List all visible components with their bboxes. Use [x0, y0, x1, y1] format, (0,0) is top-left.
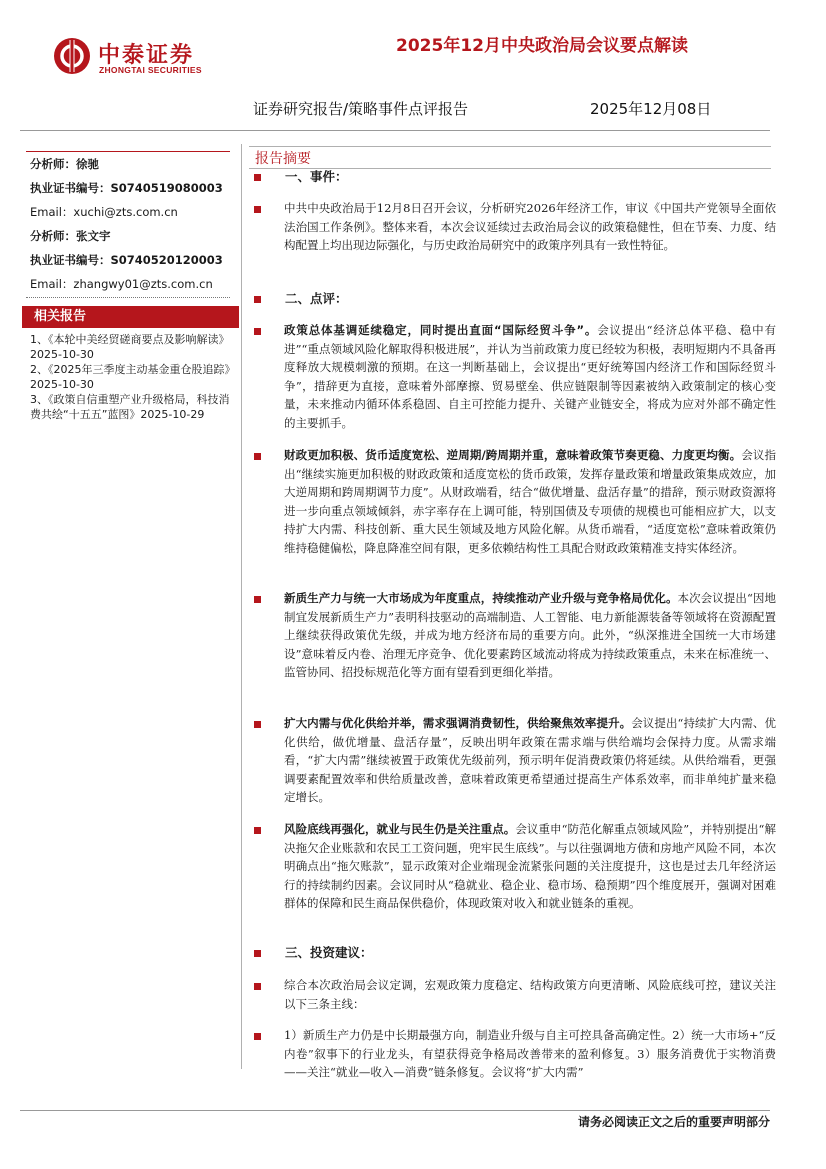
company-logo — [52, 36, 222, 84]
related-reports-heading: 相关报告 — [22, 306, 239, 328]
related-report-item[interactable]: 2、《2025年三季度主动基金重仓股追踪》2025-10-30 — [30, 363, 230, 391]
abstract-label: 报告摘要 — [255, 151, 311, 167]
disclaimer-footer: 请务必阅读正文之后的重要声明部分 — [577, 1115, 770, 1129]
related-report-item[interactable]: 1、《本轮中美经贸磋商要点及影响解读》2025-10-30 — [30, 333, 230, 361]
section-heading: 一、事件： — [285, 169, 348, 184]
paragraph: 扩大内需与优化供给并举，需求强调消费韧性，供给聚焦效率提升。会议提出“持续扩大内需、优化供给，做优增量、盘活存量”，反映出明年政策在需求端与供给端均会保持力度。从需求端看，“扩大内需”继续被置于政策优先级前列，预示明年促消费政策仍将延续。从供给端看，更强调要素配置效率和供给质量改善，意味着政策更希望通过提高生产体系效率，而非单纯扩量来稳定增长。 — [284, 716, 776, 804]
analyst-cert: 执业证书编号：S0740520120003 — [30, 253, 223, 267]
bullet-icon — [254, 206, 261, 213]
bullet-icon — [254, 296, 261, 303]
footer-divider — [20, 1110, 770, 1111]
bullet-icon — [254, 1033, 261, 1040]
paragraph: 风险底线再强化，就业与民生仍是关注重点。会议重申“防范化解重点领域风险”，并特别提出“解决拖欠企业账款和农民工工资问题，兜牢民生底线”。与以往强调地方债和房地产风险不同，本次明确点出“拖欠账款”，显示政策对企业端现金流紧张问题的关注度提升，这也是过去几年经济运行的持续制约因素。会议同时从“稳就业、稳企业、稳市场、稳预期”四个维度展开，强调对困难群体的保障和民生商品保供稳价，体现政策对收入和就业链条的重视。 — [284, 822, 776, 910]
analyst-email: Email：zhangwy01@zts.com.cn — [30, 277, 213, 291]
column-divider — [241, 144, 242, 1069]
report-date: 2025年12月08日 — [590, 100, 712, 118]
bullet-icon — [254, 328, 261, 335]
analyst-name: 分析师：张文宇 — [30, 229, 111, 243]
analyst-email: Email：xuchi@zts.com.cn — [30, 205, 178, 219]
brand-name-en: ZHONGTAI SECURITIES — [99, 65, 202, 75]
paragraph: 财政更加积极、货币适度宽松、逆周期/跨周期并重，意味着政策节奏更稳、力度更均衡。会议指出“继续实施更加积极的财政政策和适度宽松的货币政策，发挥存量政策和增量政策集成效应，加大逆周期和跨周期调节力度”。从财政端看，结合“做优增量、盘活存量”的措辞，预示财政资源将进一步向重点领域倾斜，赤字率存在上调可能，特别国债及专项债的规模也可能相应扩大，以支持扩大内需、科技创新、重大民生领域及地方风险化解。从货币端看，“适度宽松”意味着政策仍维持稳健偏松，降息降准空间有限，更多依赖结构性工具配合财政政策精准支持实体经济。 — [284, 448, 776, 555]
abstract-label-bar — [249, 146, 771, 169]
paragraph: 新质生产力与统一大市场成为年度重点，持续推动产业升级与竞争格局优化。本次会议提出“因地制宜发展新质生产力”表明科技驱动的高端制造、人工智能、电力新能源装备等领域将在资源配置上继续获得政策优先级，并成为地方经济布局的重要方向。此外，“纵深推进全国统一大市场建设”意味着反内卷、治理无序竞争、优化要素跨区域流动将成为持续政策重点，未来在标准统一、监管协同、招投标规范化等方面有望看到更细化举措。 — [284, 591, 776, 679]
bullet-icon — [254, 827, 261, 834]
report-title: 2025年12月中央政治局会议要点解读 — [396, 36, 688, 56]
paragraph: 中共中央政治局于12月8日召开会议，分析研究2026年经济工作，审议《中国共产党领导全面依法治国工作条例》。整体来看，本次会议延续过去政治局会议的政策稳健性，但在节奏、力度、结构配置上均出现边际强化，与历史政治局研究中的政策序列具有一致性特征。 — [284, 201, 776, 252]
analyst-cert: 执业证书编号：S0740519080003 — [30, 181, 223, 195]
section-heading: 三、投资建议： — [285, 945, 373, 960]
bullet-icon — [254, 983, 261, 990]
paragraph: 综合本次政治局会议定调，宏观政策力度稳定、结构政策方向更清晰、风险底线可控，建议关注以下三条主线： — [284, 978, 776, 1011]
sidebar-dotted-divider — [26, 297, 230, 298]
bullet-icon — [254, 596, 261, 603]
zhongtai-logo-icon — [52, 36, 92, 76]
bullet-icon — [254, 174, 261, 181]
related-report-item[interactable]: 3、《政策自信重塑产业升级格局，科技消费共绘“十五五”蓝图》2025-10-29 — [30, 393, 230, 421]
brand-name-cn: 中泰证券 — [98, 43, 195, 68]
sidebar — [30, 151, 230, 422]
bullet-icon — [254, 453, 261, 460]
report-type: 证券研究报告/策略事件点评报告 — [253, 100, 469, 118]
paragraph: 政策总体基调延续稳定，同时提出直面“国际经贸斗争”。会议提出“经济总体平稳、稳中有进”“重点领域风险化解取得积极进展”，并认为当前政策力度已经较为积极，表明短期内不具备再度释放大规模刺激的预期。在这一判断基础上，会议提出“更好统筹国内经济工作和国际经贸斗争”，措辞更为直接，意味着外部摩擦、贸易壁垒、供应链限制等因素被纳入政策制定的核心变量，未来推动内循环体系稳固、自主可控能力提升、关键产业链安全，将成为应对外部不确定性的主要抓手。 — [284, 323, 776, 430]
bullet-icon — [254, 721, 261, 728]
analyst-name: 分析师：徐驰 — [30, 157, 99, 171]
related-reports-list — [30, 332, 230, 422]
bullet-icon — [254, 950, 261, 957]
header-divider — [20, 130, 770, 131]
section-heading: 二、点评： — [285, 291, 348, 306]
paragraph: 1）新质生产力仍是中长期最强方向，制造业升级与自主可控具备高确定性。2）统一大市场+“反内卷”叙事下的行业龙头，有望获得竞争格局改善带来的盈利修复。3）服务消费优于实物消费——关注“就业—收入—消费”链条修复。会议将“扩大内需” — [284, 1028, 776, 1079]
